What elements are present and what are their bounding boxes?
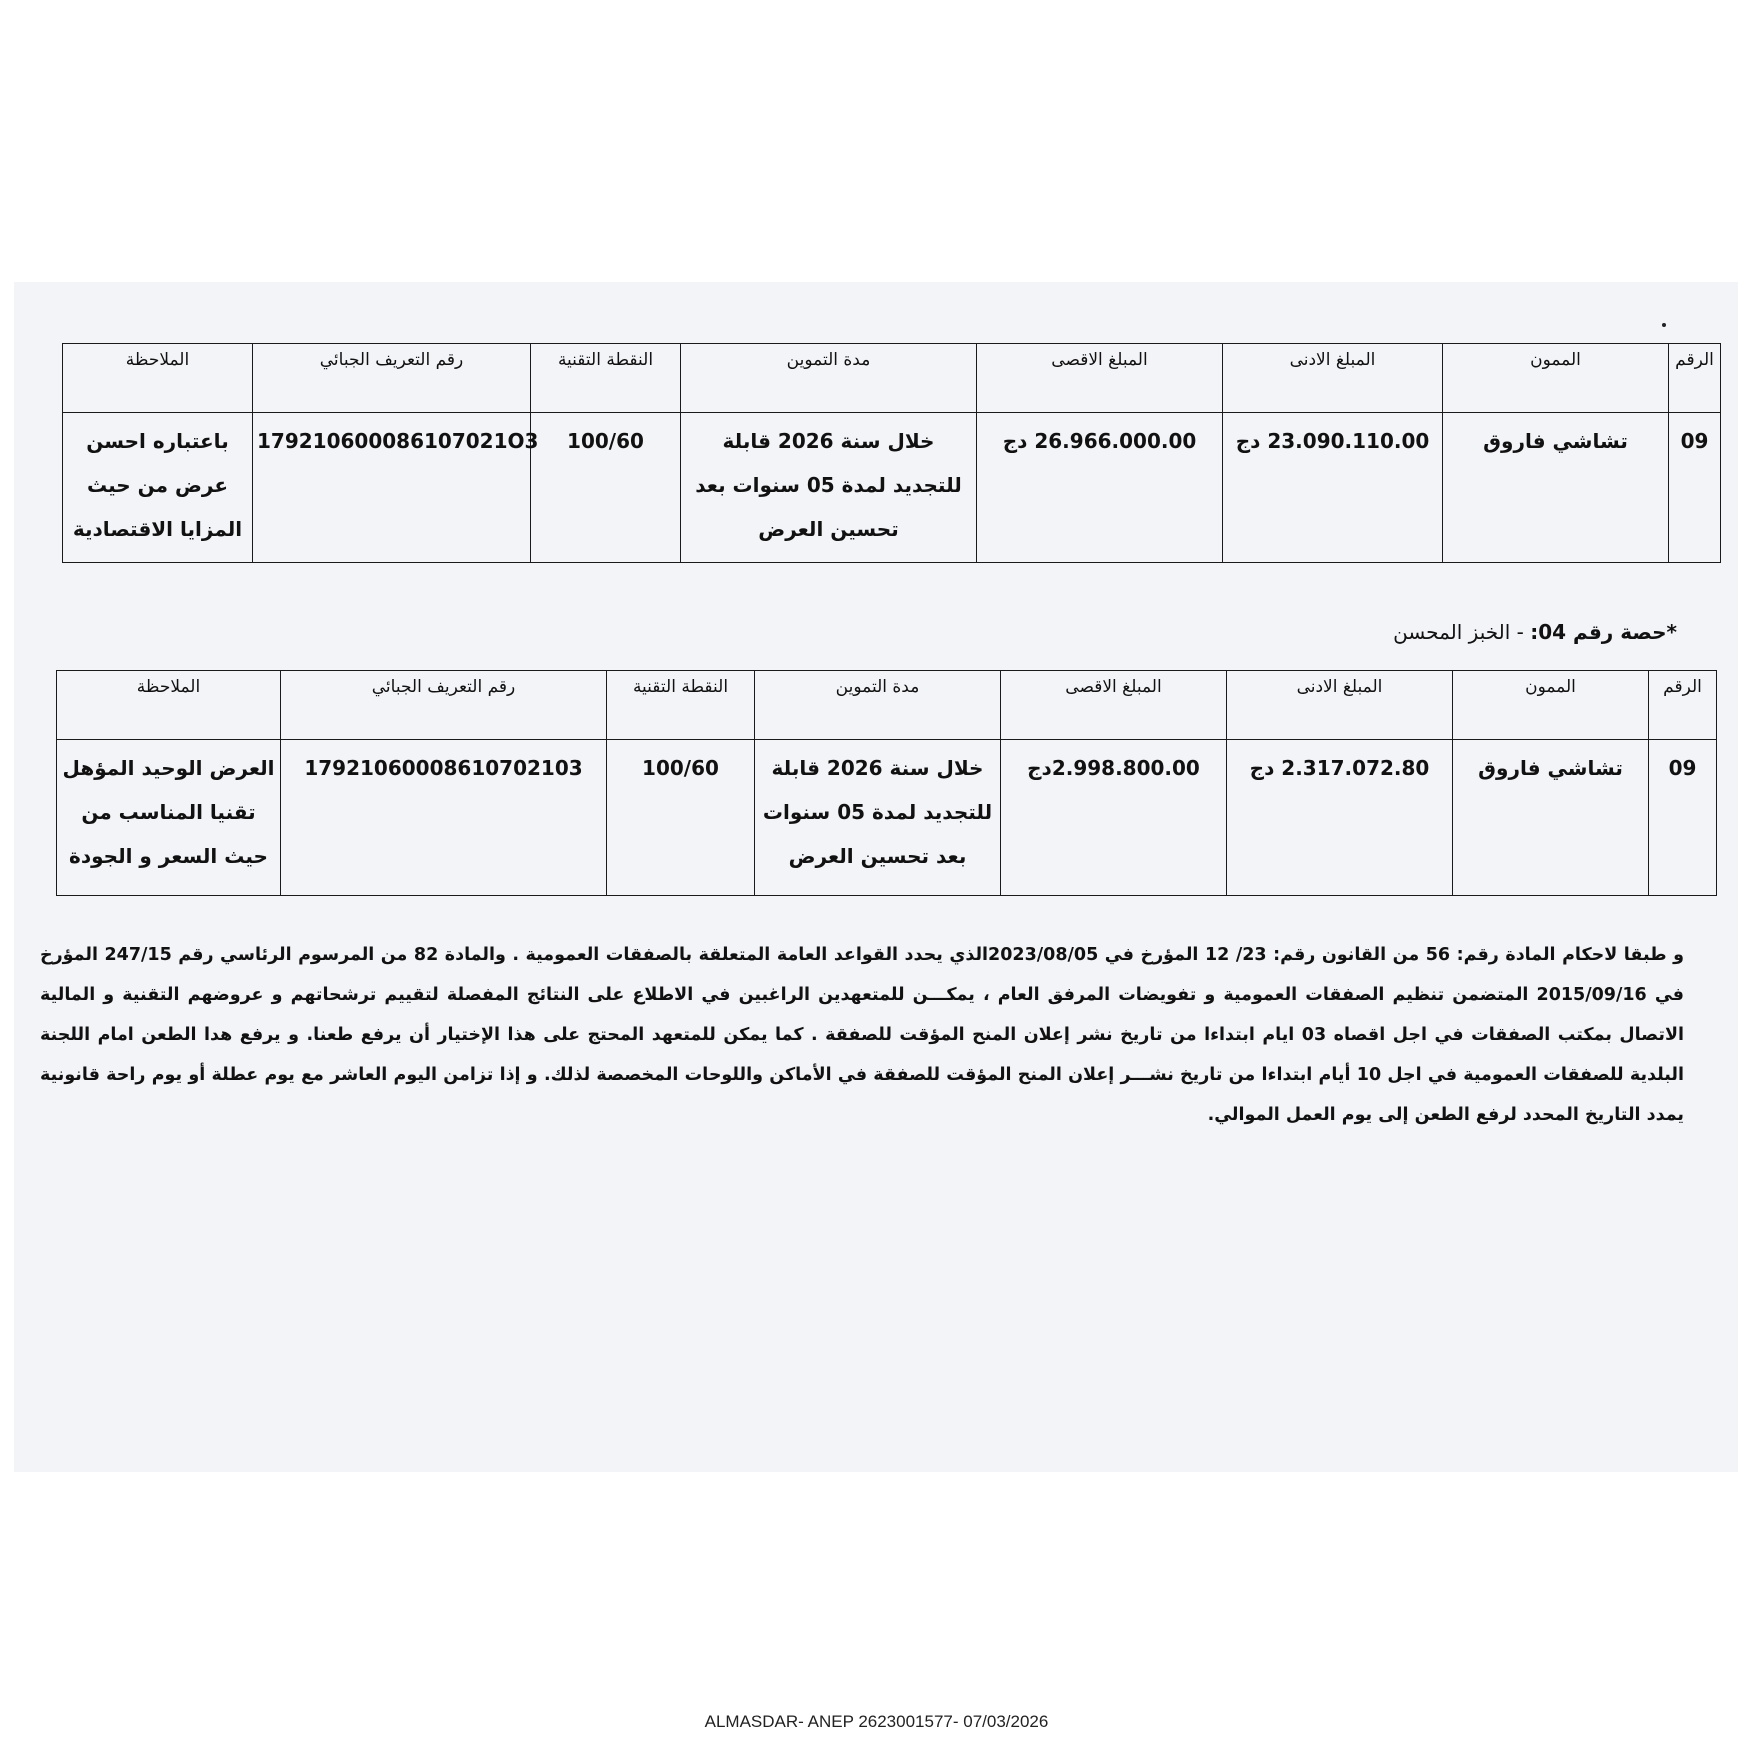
table-header-row (63, 344, 1721, 413)
cell-duration: خلال سنة 2026 قابلة للتجديد لمدة 05 سنوات بعد تحسين العرض (681, 413, 977, 563)
cell-min-amount: 23.090.110.00 دج (1223, 413, 1443, 563)
results-table-1 (62, 343, 1721, 563)
lot-title (1393, 620, 1677, 644)
cell-tech-score: 100/60 (607, 740, 755, 896)
cell-tech-score: 100/60 (531, 413, 681, 563)
legal-notice-paragraph: و طبقا لاحكام المادة رقم: 56 من القانون رقم: 23/ 12 المؤرخ في 2023/08/05الذي يحدد القواعد العامة المتعلقة بالصفقات العمومية . والمادة 82 من المرسوم الرئاسي رقم 247/15 المؤرخ في 2015/09/16 المتضمن تنظيم الصفقات العمومية و تفويضات المرفق العام ، يمكـــن للمتعهدين الراغبين في الاطلاع على النتائج المفصلة لتقييم ترشحاتهم و عروضهم التقنية و المالية الاتصال بمكتب الصفقات في اجل اقصاه 03 ايام ابتداءا من تاريخ نشر إعلان المنح المؤقت للصفقة . كما يمكن للمتعهد المحتج على هذا الإختيار أن يرفع طعنا. و يرفع هدا الطعن امام اللجنة البلدية للصفقات العمومية في اجل 10 أيام ابتداءا من تاريخ نشـــر إعلان المنح المؤقت للصفقة في الأماكن واللوحات المخصصة لذلك. و إذا تزامن اليوم العاشر مع يوم عطلة أو يوم راحة قانونية يمدد التاريخ المحدد لرفع الطعن إلى يوم العمل الموالي. (40, 945, 1685, 1125)
lot-title-name: - الخبز المحسن (1393, 620, 1531, 644)
lot-title-prefix: *حصة رقم 04: (1530, 620, 1677, 644)
cell-max-amount: 26.966.000.00 دج (977, 413, 1223, 563)
header-supplier: الممون (1453, 671, 1649, 740)
cell-duration: خلال سنة 2026 قابلة للتجديد لمدة 05 سنوات بعد تحسين العرض (755, 740, 1001, 896)
cell-supplier: تشاشي فاروق (1443, 413, 1669, 563)
scan-speck (1662, 323, 1666, 327)
header-max-amount: المبلغ الاقصى (977, 344, 1223, 413)
cell-tax-id: 17921060008610702103 (281, 740, 607, 896)
header-duration: مدة التموين (681, 344, 977, 413)
header-tech-score: النقطة التقنية (607, 671, 755, 740)
cell-tax-id: 179210600086107021O3 (253, 413, 531, 563)
cell-remark: العرض الوحيد المؤهل تقنيا المناسب من حيث السعر و الجودة (57, 740, 281, 896)
header-min-amount: المبلغ الادنى (1227, 671, 1453, 740)
header-duration: مدة التموين (755, 671, 1001, 740)
table-row (63, 413, 1721, 563)
results-table-2 (56, 670, 1717, 896)
header-no: الرقم (1649, 671, 1717, 740)
header-min-amount: المبلغ الادنى (1223, 344, 1443, 413)
header-remark: الملاحظة (63, 344, 253, 413)
header-tax-id: رقم التعريف الجبائي (281, 671, 607, 740)
cell-min-amount: 2.317.072.80 دج (1227, 740, 1453, 896)
cell-supplier: تشاشي فاروق (1453, 740, 1649, 896)
cell-no: 09 (1669, 413, 1721, 563)
header-tax-id: رقم التعريف الجبائي (253, 344, 531, 413)
header-remark: الملاحظة (57, 671, 281, 740)
header-no: الرقم (1669, 344, 1721, 413)
header-supplier: الممون (1443, 344, 1669, 413)
cell-max-amount: 2.998.800.00دج (1001, 740, 1227, 896)
header-max-amount: المبلغ الاقصى (1001, 671, 1227, 740)
cell-no: 09 (1649, 740, 1717, 896)
header-tech-score: النقطة التقنية (531, 344, 681, 413)
table-row (57, 740, 1717, 896)
table-header-row (57, 671, 1717, 740)
cell-remark: باعتباره احسن عرض من حيث المزايا الاقتصادية (63, 413, 253, 563)
publication-footer: ALMASDAR- ANEP 2623001577- 07/03/2026 (704, 1712, 1049, 1731)
